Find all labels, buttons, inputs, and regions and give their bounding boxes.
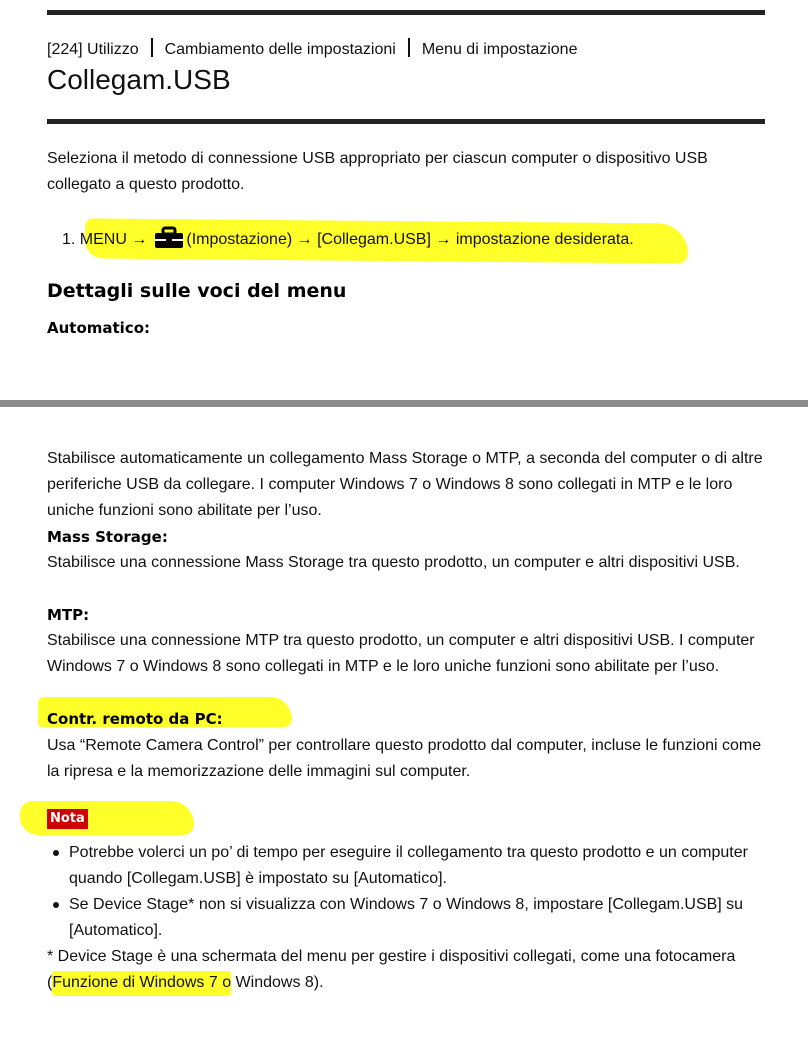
arrow-icon: → — [435, 231, 452, 248]
breadcrumb-item-utilizzo[interactable]: [224] Utilizzo — [47, 41, 139, 58]
footnote-text-end: Windows 8). — [231, 974, 324, 991]
term-contr-remoto: Contr. remoto da PC: — [47, 710, 223, 728]
breadcrumb-separator — [408, 38, 410, 57]
page-title: Collegam.USB — [47, 64, 231, 95]
breadcrumb — [47, 38, 577, 60]
top-rule — [47, 10, 765, 15]
section-heading: Dettagli sulle voci del menu — [47, 280, 347, 302]
description-mtp: Stabilisce una connessione MTP tra questo prodotto, un computer e altri dispositivi USB. I computer Windows 7 o Windows 8 sono collegati in MTP e le loro uniche funzioni sono abilitate per l’uso. — [47, 632, 755, 675]
arrow-icon: → — [131, 231, 148, 248]
step-1 — [62, 226, 634, 253]
term-mtp: MTP: — [47, 606, 90, 624]
list-item: Potrebbe volerci un po’ di tempo per eseguire il collegamento tra questo prodotto e un computer quando [Collegam.USB] è impostato su [Automatico]. — [47, 840, 772, 892]
footnote-text: * Device Stage è una schermata del menu per gestire i dispositivi collegati, come una fotocamera ( — [47, 948, 736, 991]
step-item: [Collegam.USB] — [317, 231, 431, 248]
note-list — [47, 840, 772, 944]
breadcrumb-separator — [151, 38, 153, 57]
list-item: Se Device Stage* non si visualizza con Windows 7 o Windows 8, impostare [Collegam.USB] su [Automatico]. — [47, 892, 772, 944]
step-menu: MENU — [79, 231, 127, 248]
step-action: impostazione desiderata — [455, 231, 630, 248]
breadcrumb-item-cambiamento-impostazioni[interactable]: Cambiamento delle impostazioni — [164, 41, 396, 58]
description-mass-storage: Stabilisce una connessione Mass Storage tra questo prodotto, un computer e altri dispositivi USB. — [47, 554, 740, 571]
footnote-highlighted-text: Funzione di Windows 7 o — [52, 971, 231, 996]
toolbox-icon — [153, 226, 185, 250]
description-contr-remoto: Usa “Remote Camera Control” per controllare questo prodotto dal computer, incluse le funzioni come la ripresa e la memorizzazione delle immagini sul computer. — [47, 737, 762, 780]
title-rule — [47, 119, 765, 124]
page-divider — [0, 400, 808, 407]
term-mass-storage: Mass Storage: — [47, 528, 168, 546]
description-automatico: Stabilisce automaticamente un collegamento Mass Storage o MTP, a seconda del computer o di altre periferiche USB da collegare. I computer Windows 7 o Windows 8 sono collegati in MTP e le loro uniche funzioni sono abilitate per l’uso. — [47, 450, 763, 519]
step-end: . — [629, 231, 634, 248]
breadcrumb-item-menu-impostazione[interactable]: Menu di impostazione — [421, 41, 578, 58]
step-setting: (Impostazione) — [186, 231, 293, 248]
arrow-icon: → — [296, 231, 313, 248]
note-badge: Nota — [47, 809, 88, 829]
term-automatico: Automatico: — [47, 319, 151, 337]
footnote — [47, 944, 772, 996]
step-number: 1. — [62, 231, 76, 248]
intro-text: Seleziona il metodo di connessione USB appropriato per ciascun computer o dispositivo USB collegato a questo prodotto. — [47, 150, 708, 193]
